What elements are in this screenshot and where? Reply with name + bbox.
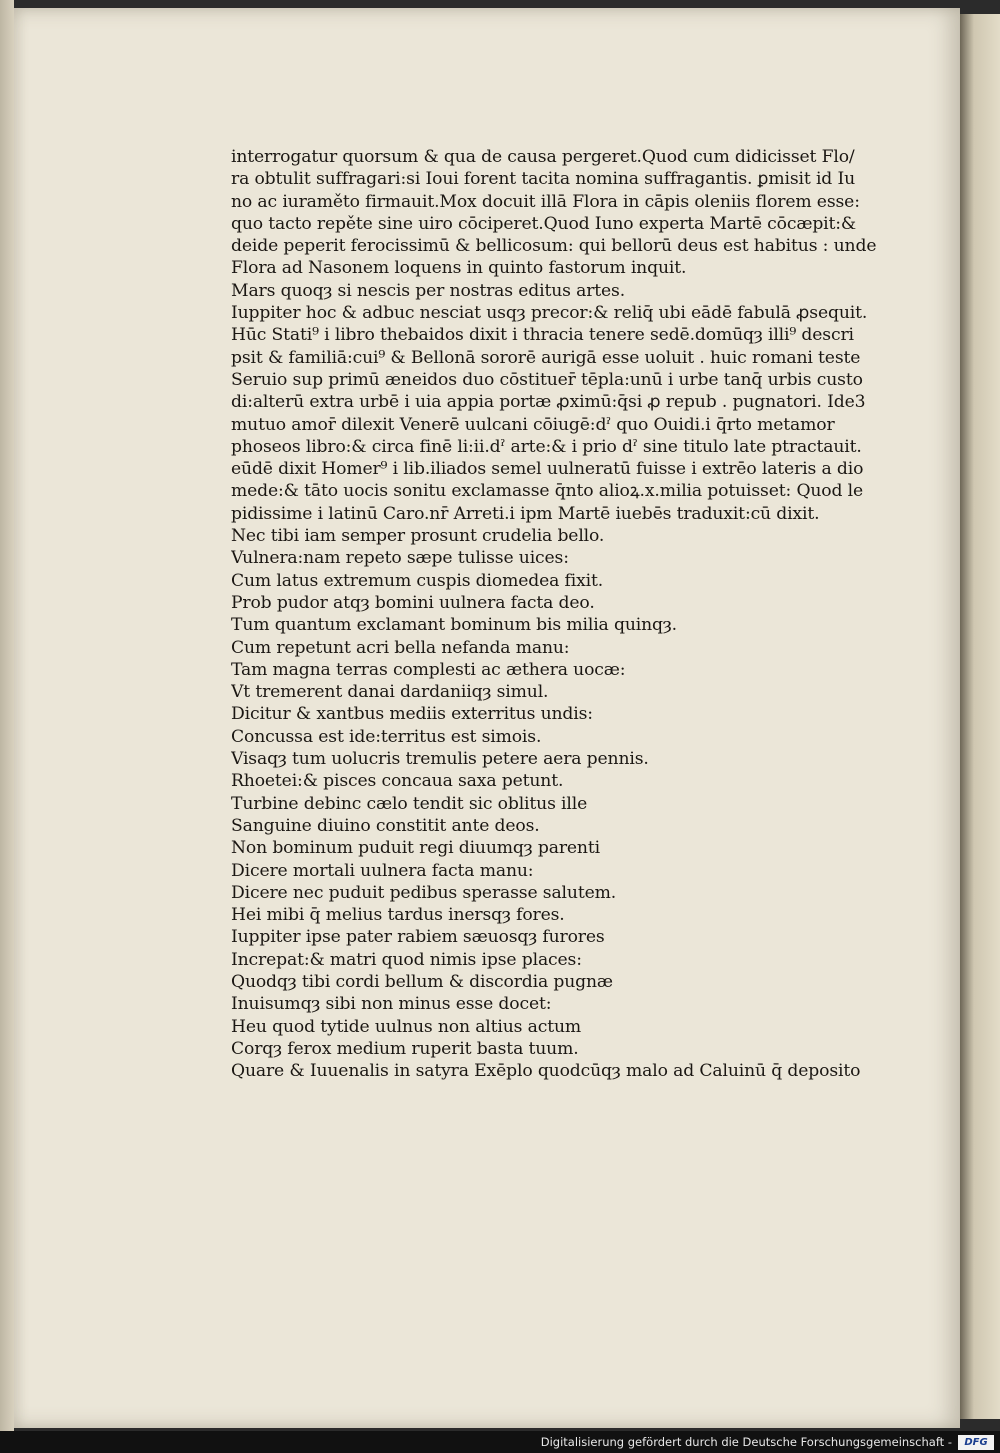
- text-line: Seruio sup primū æneidos duo cōstituer̄ tēpla:unū i urbe tanq̄ urbis custo: [231, 369, 863, 390]
- text-line: di:alterū extra urbē i uia appia portæ ꝓximū:q̄si ꝓ repub . pugnatori. Ide3: [231, 392, 866, 413]
- verse-line: Cum repetunt acri bella nefanda manu:: [231, 637, 570, 658]
- verse-line: Visaqȝ tum uolucris tremulis petere aera pennis.: [231, 749, 649, 770]
- text-line: Hūc Stati⁹ i libro thebaidos dixit i thracia tenere sedē.domūqȝ illi⁹ descri: [231, 325, 854, 346]
- printed-text-block: [231, 146, 896, 1082]
- verse-line: Increpat:& matri quod nimis ipse places:: [231, 949, 582, 970]
- verse-line: Corqȝ ferox medium ruperit basta tuum.: [231, 1038, 579, 1059]
- text-line: Flora ad Nasonem loquens in quinto fastorum inquit.: [231, 258, 687, 279]
- verse-line: Turbine debinc cælo tendit sic oblitus ille: [231, 793, 588, 814]
- verse-line: Cum latus extremum cuspis diomedea fixit.: [231, 570, 604, 591]
- verse-line: Concussa est ide:territus est simois.: [231, 726, 542, 747]
- verse-line: Iuppiter ipse pater rabiem sæuosqȝ furores: [231, 927, 605, 948]
- text-line: Mars quoqȝ si nescis per nostras editus artes.: [231, 280, 626, 301]
- verse-line: Inuisumqȝ sibi non minus esse docet:: [231, 994, 552, 1015]
- footer-bar: [0, 1431, 1000, 1453]
- verse-line: Dicitur & xantbus mediis exterritus undis:: [231, 704, 593, 725]
- verse-line: Hei mibi q̄ melius tardus inersqȝ fores.: [231, 905, 565, 926]
- facing-page-edge: [960, 14, 1000, 1419]
- verse-line: Non bominum puduit regi diuumqȝ parenti: [231, 838, 600, 859]
- text-line: psit & familiā:cui⁹ & Bellonā sororē aurigā esse uoluit . huic romani teste: [231, 347, 861, 368]
- verse-line: Tam magna terras complesti ac æthera uocæ:: [231, 659, 626, 680]
- funding-notice: Digitalisierung gefördert durch die Deutsche Forschungsgemeinschaft -: [540, 1435, 952, 1449]
- verse-line: Rhoetei:& pisces concaua saxa petunt.: [231, 771, 564, 792]
- text-line: phoseos libro:& circa finē li:ii.dˀ arte:& i prio dˀ sine titulo late ptractauit.: [231, 436, 862, 457]
- text-line: quo tacto repěte sine uiro cōciperet.Quod Iuno experta Martē cōcæpit:&: [231, 213, 857, 234]
- text-line: Iuppiter hoc & adbuc nesciat usqȝ precor:& reliq̄ ubi eādē fabulā ꝓsequit.: [231, 303, 868, 324]
- verse-line: Prob pudor atqȝ bomini uulnera facta deo.: [231, 592, 595, 613]
- text-line: mutuo amor̄ dilexit Venerē uulcani cōiugē:dˀ quo Ouidi.i q̄rto metamor: [231, 414, 835, 435]
- verse-line: Sanguine diuino constitit ante deos.: [231, 815, 540, 836]
- verse-line: Vulnera:nam repeto sæpe tulisse uices:: [231, 548, 569, 569]
- page-left-edge: [0, 0, 14, 1432]
- text-line: eūdē dixit Homer⁹ i lib.iliados semel uulneratū fuisse i extrēo lateris a dio: [231, 459, 864, 480]
- verse-line: Dicere nec puduit pedibus sperasse salutem.: [231, 882, 617, 903]
- text-line: mede:& tāto uocis sonitu exclamasse q̄nto alioꝝ.x.milia potuisset: Quod le: [231, 481, 864, 502]
- text-line: Quare & Iuuenalis in satyra Exēplo quodcūqȝ malo ad Caluinū q̄ deposito: [231, 1061, 861, 1082]
- text-line: no ac iuraměto firmauit.Mox docuit illā Flora in cāpis oleniis florem esse:: [231, 191, 860, 212]
- text-line: ra obtulit suffragari:si Ioui forent tacita nomina suffragantis. ꝑmisit id Iu: [231, 169, 856, 190]
- text-line: deide peperit ferocissimū & bellicosum: qui bellorū deus est habitus : unde: [231, 236, 877, 257]
- verse-line: Tum quantum exclamant bominum bis milia quinqȝ.: [231, 615, 677, 636]
- verse-line: Nec tibi iam semper prosunt crudelia bello.: [231, 526, 605, 547]
- verse-line: Heu quod tytide uulnus non altius actum: [231, 1016, 582, 1037]
- verse-line: Dicere mortali uulnera facta manu:: [231, 860, 534, 881]
- dfg-logo: DFG: [958, 1435, 994, 1450]
- verse-line: Quodqȝ tibi cordi bellum & discordia pugnæ: [231, 971, 613, 992]
- verse-line: Vt tremerent danai dardaniiqȝ simul.: [231, 682, 549, 703]
- text-line: pidissime i latinū Caro.nr̄ Arreti.i ipm Martē iuebēs traduxit:cū dixit.: [231, 503, 820, 524]
- text-line: interrogatur quorsum & qua de causa pergeret.Quod cum didicisset Flo/: [231, 147, 855, 167]
